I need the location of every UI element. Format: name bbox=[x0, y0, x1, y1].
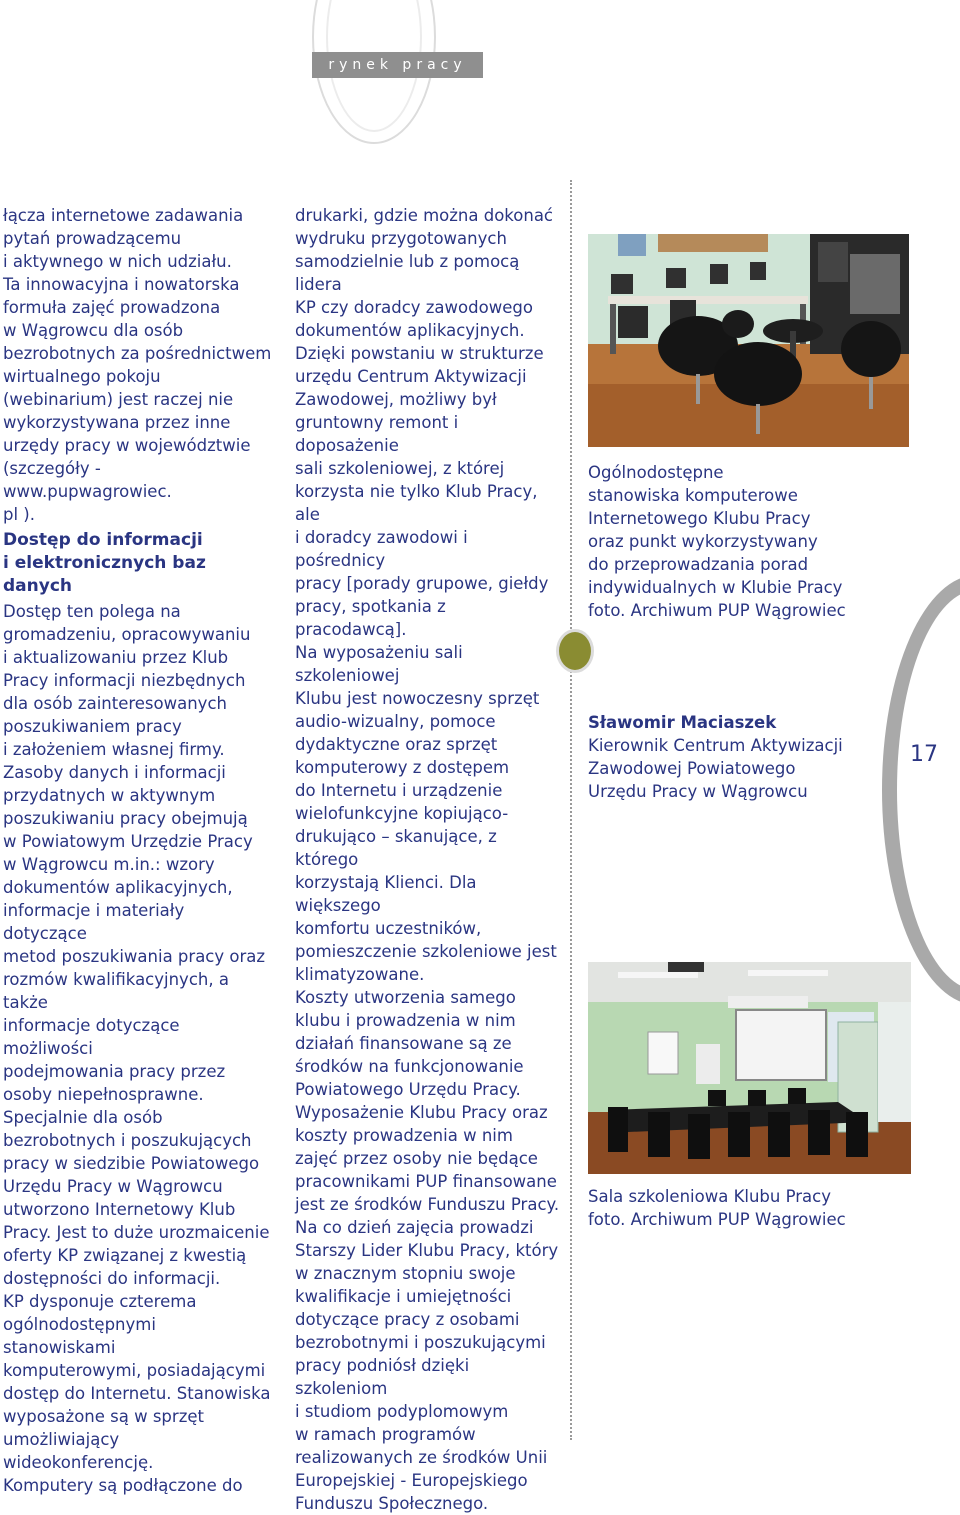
photo-caption-1: Ogólnodostępne stanowiska komputerowe Internetowego Klubu Pracy oraz punkt wykorzystywany do przeprowadzania porad indywidualnych w Klubie Pracy foto. Archiwum PUP Wągrowiec bbox=[588, 463, 846, 620]
page-number: 17 bbox=[910, 742, 938, 767]
dotted-divider bbox=[570, 180, 572, 1440]
person-title: Kierownik Centrum Aktywizacji Zawodowej Powiatowego Urzędu Pracy w Wągrowcu bbox=[588, 736, 843, 801]
photo-training-room bbox=[588, 962, 911, 1174]
section-heading: Dostęp do informacji i elektronicznych baz danych bbox=[3, 530, 206, 596]
decorative-dot bbox=[556, 629, 594, 673]
article-column-left bbox=[3, 204, 273, 1497]
person-credit bbox=[588, 711, 908, 803]
photo-computer-stations bbox=[588, 234, 909, 447]
paragraph-body: Dostęp ten polega na gromadzeniu, opracowywaniu i aktualizowaniu przez Klub Pracy informacji niezbędnych dla osób zainteresowanych poszukiwaniem pracy i założeniem własnej firmy. Zasoby danych i informacji przydatnych w aktywnym poszukiwaniu pracy obejmują w Powiatowym Urzędzie Pracy w Wągrowcu m.in.: wzory dokumentów aplikacyjnych, informacje i materiały dotyczące metod poszukiwania pracy oraz rozmów kwalifikacyjnych, a także informacje dotyczące możliwości podejmowania pracy przez osoby niepełnosprawne. Specjalnie dla osób bezrobotnych i poszukujących pracy w siedzibie Powiatowego Urzędu Pracy w Wągrowcu utworzono Internetowy Klub Pracy. Jest to duże urozmaicenie oferty KP związanej z kwestią dostępności do informacji. KP dysponuje czterema ogólnodostępnymi stanowiskami komputerowymi, posiadającymi dostęp do Internetu. Stanowiska wyposażone są w sprzęt umożliwiający wideokonferencję. Komputery są podłączone do bbox=[3, 602, 271, 1495]
paragraph-intro: łącza internetowe zadawania pytań prowadzącemu i aktywnego w nich udziału. Ta innowacyjna i nowatorska formuła zajęć prowadzona w Wągrowcu dla osób bezrobotnych za pośrednictwem wirtualnego pokoju (webinarium) jest raczej nie wykorzystywana przez inne urzędy pracy w województwie (szczegóły - www.pupwagrowiec. pl ). bbox=[3, 206, 272, 524]
person-name: Sławomir Maciaszek bbox=[588, 713, 777, 732]
article-column-middle: drukarki, gdzie można dokonać wydruku przygotowanych samodzielnie lub z pomocą lidera KP czy doradcy zawodowego dokumentów aplikacyjnych. Dzięki powstaniu w strukturze urzędu Centrum Aktywizacji Zawodowej, możliwy był gruntowny remont i doposażenie sali szkoleniowej, z której korzysta nie tylko Klub Pracy, ale i doradcy zawodowi i pośrednicy pracy [porady grupowe, giełdy pracy, spotkania z pracodawcą]. Na wyposażeniu sali szkoleniowej Klubu jest nowoczesny sprzęt audio-wizualny, pomoce dydaktyczne oraz sprzęt komputerowy z dostępem do Internetu i urządzenie wielofunkcyjne kopiująco- drukująco – skanujące, z którego korzystają Klienci. Dla większego komfortu uczestników, pomieszczenie szkoleniowe jest klimatyzowane. Koszty utworzenia samego klubu i prowadzenia w nim działań finansowane są ze środków na funkcjonowanie Powiatowego Urzędu Pracy. Wyposażenie Klubu Pracy oraz koszty prowadzenia w nim zajęć przez osoby nie będące pracownikami PUP finansowane jest ze środków Funduszu Pracy. Na co dzień zajęcia prowadzi Starszy Lider Klubu Pracy, który w znacznym stopniu swoje kwalifikacje i umiejętności dotyczące pracy z osobami bezrobotnymi i poszukującymi pracy podniósł dzięki szkoleniom i studiom podyplomowym w ramach programów realizowanych ze środków Unii Europejskiej - Europejskiego Funduszu Społecznego. bbox=[295, 206, 560, 1513]
section-label: rynek pracy bbox=[312, 52, 483, 78]
photo-caption-2: Sala szkoleniowa Klubu Pracy foto. Archiwum PUP Wągrowiec bbox=[588, 1187, 846, 1229]
